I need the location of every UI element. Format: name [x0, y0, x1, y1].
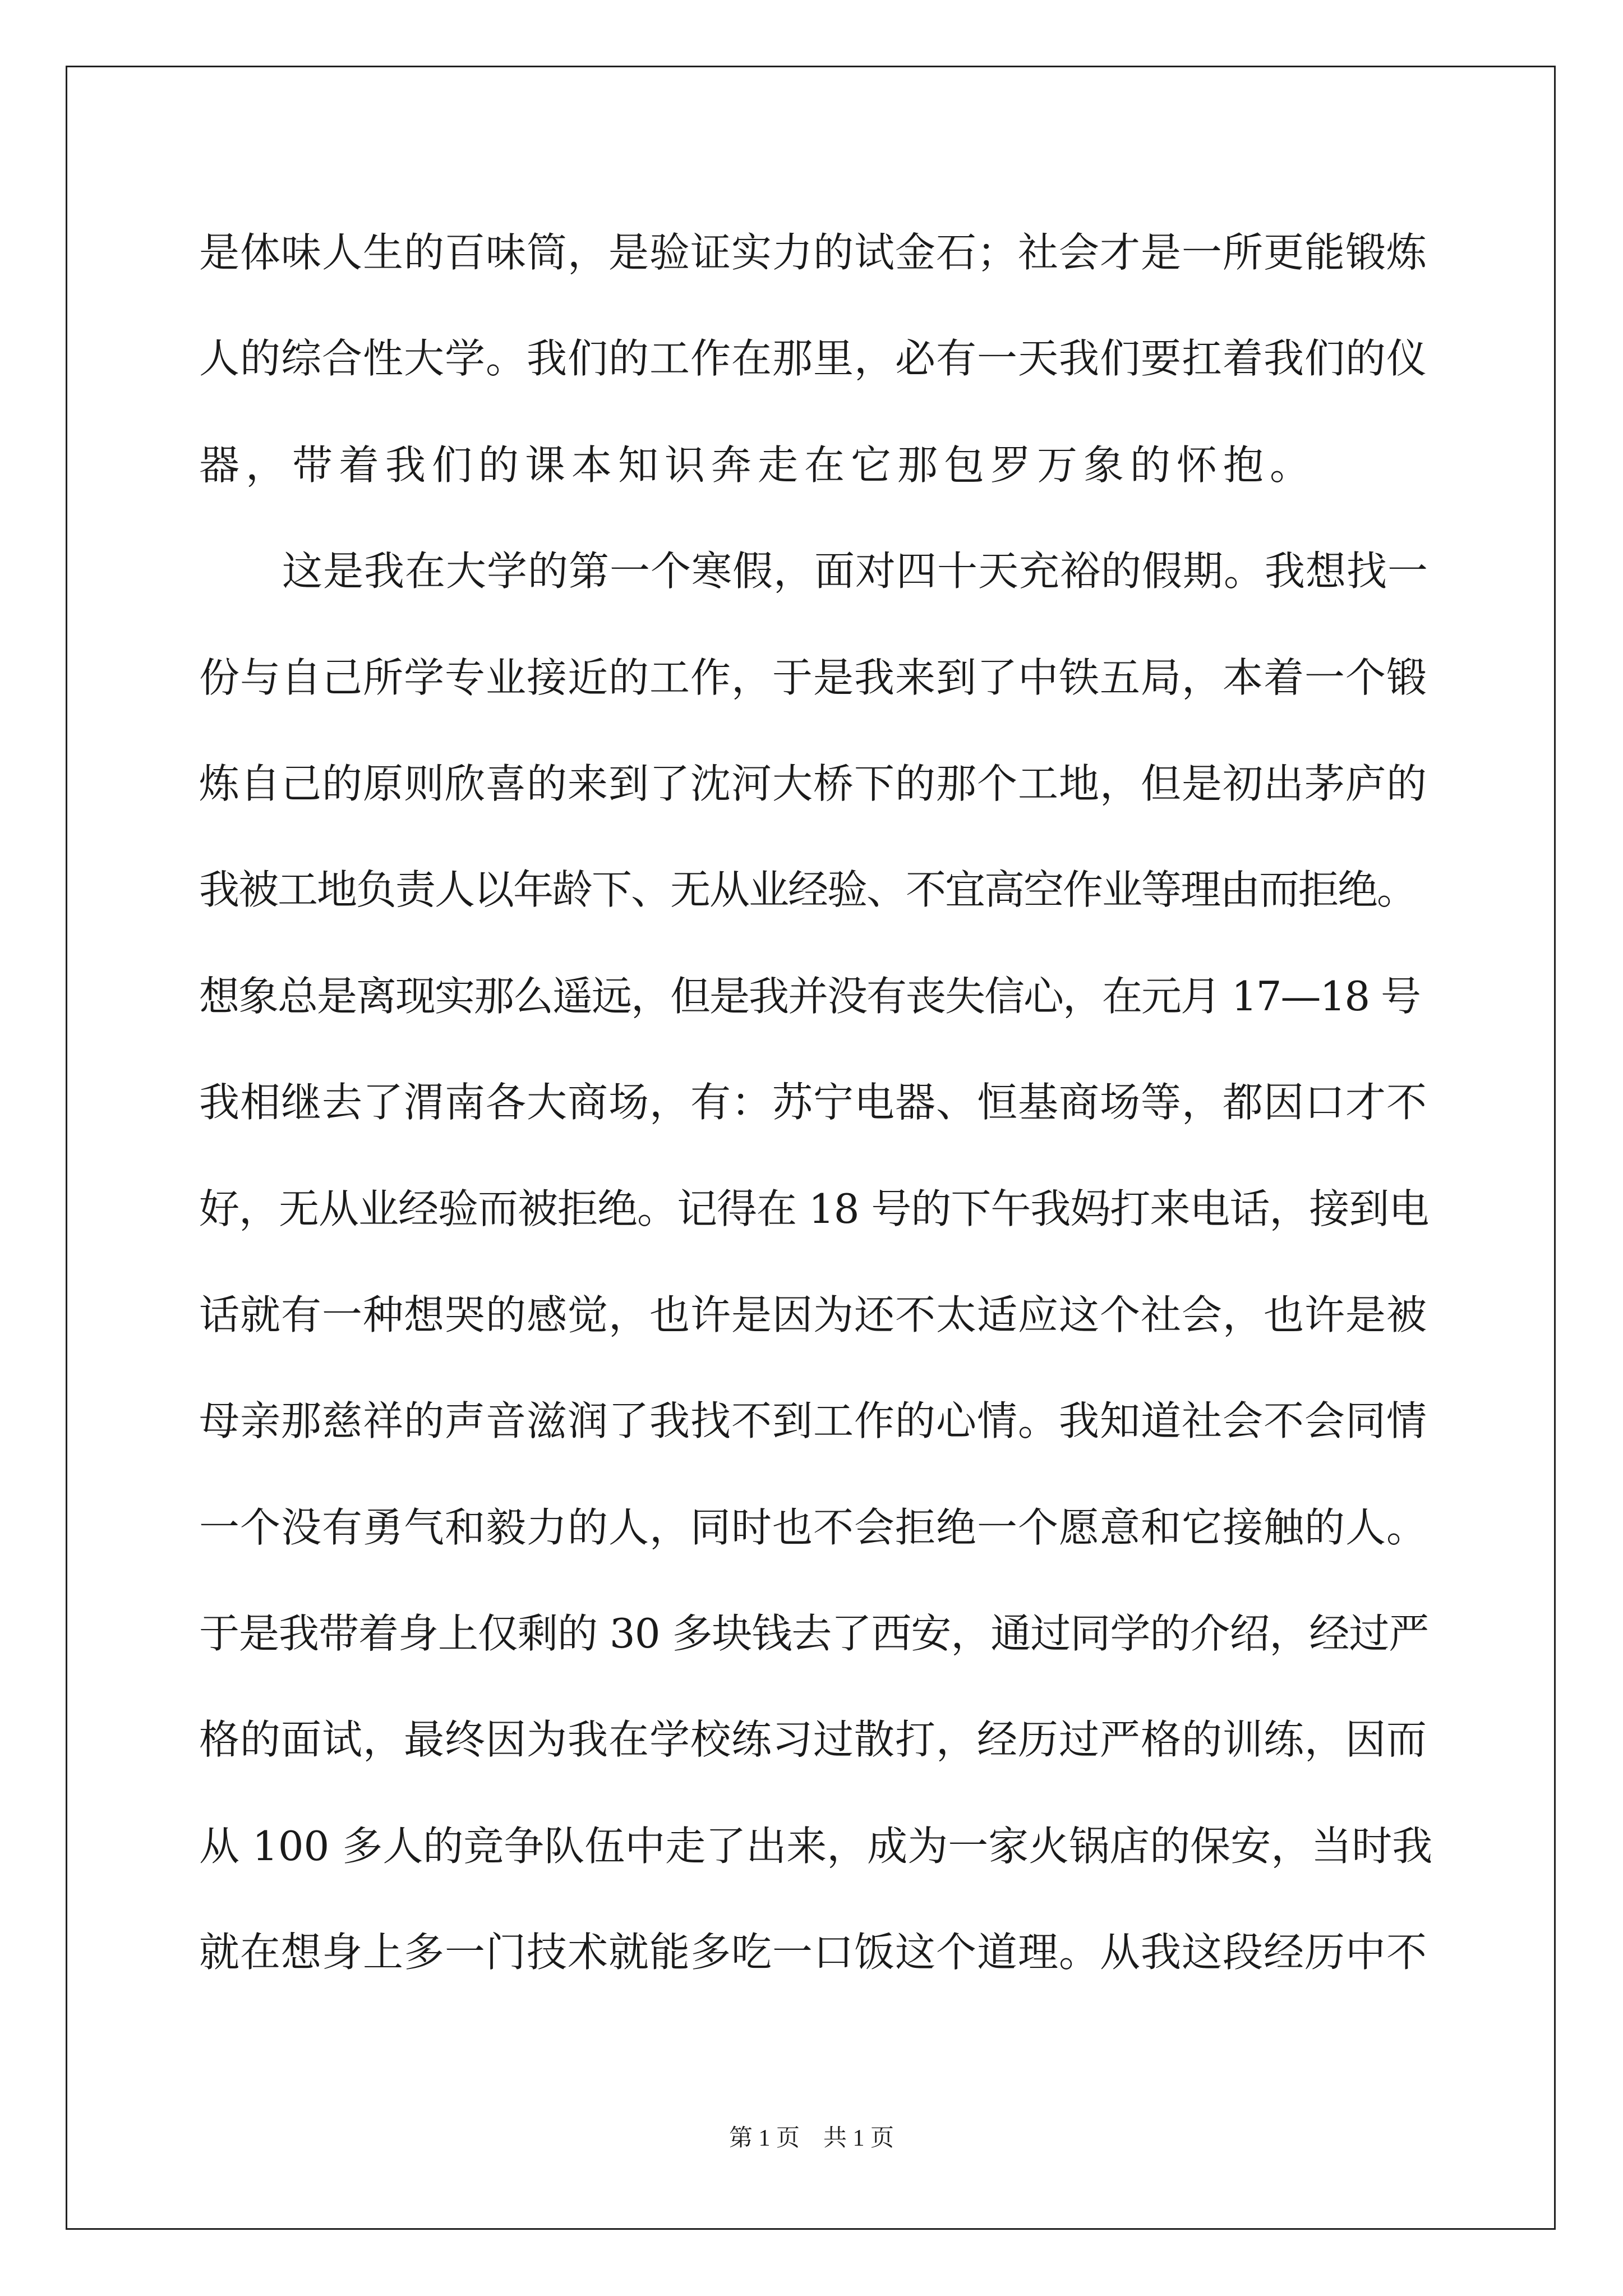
text-line: 从 100 多人的竞争队伍中走了出来，成为一家火锅店的保安，当时我 [199, 1822, 1433, 1870]
text-line: 是体味人生的百味筒，是验证实力的试金石；社会才是一所更能锻炼 [199, 229, 1428, 276]
text-line: 我被工地负责人以年龄下、无从业经验、不宜高空作业等理由而拒绝。 [199, 866, 1417, 914]
text-line: 我相继去了渭南各大商场，有：苏宁电器、恒基商场等，都因口才不 [199, 1079, 1428, 1126]
text-line: 这是我在大学的第一个寒假，面对四十天充裕的假期。我想找一 [282, 547, 1429, 595]
text-line: 人的综合性大学。我们的工作在那里，必有一天我们要扛着我们的仪 [199, 335, 1428, 383]
text-line: 就在想身上多一门技术就能多吃一口饭这个道理。从我这段经历中不 [199, 1929, 1428, 1976]
text-line: 炼自己的原则欣喜的来到了沈河大桥下的那个工地，但是初出茅庐的 [199, 760, 1428, 807]
text-line: 份与自己所学专业接近的工作，于是我来到了中铁五局，本着一个锻 [199, 654, 1428, 701]
text-line: 好，无从业经验而被拒绝。记得在 18 号的下午我妈打来电话，接到电 [199, 1185, 1429, 1232]
document-body [199, 200, 1433, 2006]
text-line: 一个没有勇气和毅力的人，同时也不会拒绝一个愿意和它接触的人。 [199, 1503, 1428, 1551]
text-line: 于是我带着身上仅剩的 30 多块钱去了西安，通过同学的介绍，经过严 [199, 1610, 1429, 1658]
page-footer: 第 1 页 共 1 页 [728, 2125, 894, 2151]
text-line: 话就有一种想哭的感觉，也许是因为还不太适应这个社会，也许是被 [199, 1291, 1428, 1338]
text-line: 想象总是离现实那么遥远，但是我并没有丧失信心，在元月 17—18 号 [199, 972, 1421, 1020]
text-line: 器，带着我们的课本知识奔走在它那包罗万象的怀抱。 [199, 441, 1317, 489]
text-line: 格的面试，最终因为我在学校练习过散打，经历过严格的训练，因而 [199, 1716, 1428, 1764]
text-line: 母亲那慈祥的声音滋润了我找不到工作的心情。我知道社会不会同情 [199, 1397, 1428, 1445]
